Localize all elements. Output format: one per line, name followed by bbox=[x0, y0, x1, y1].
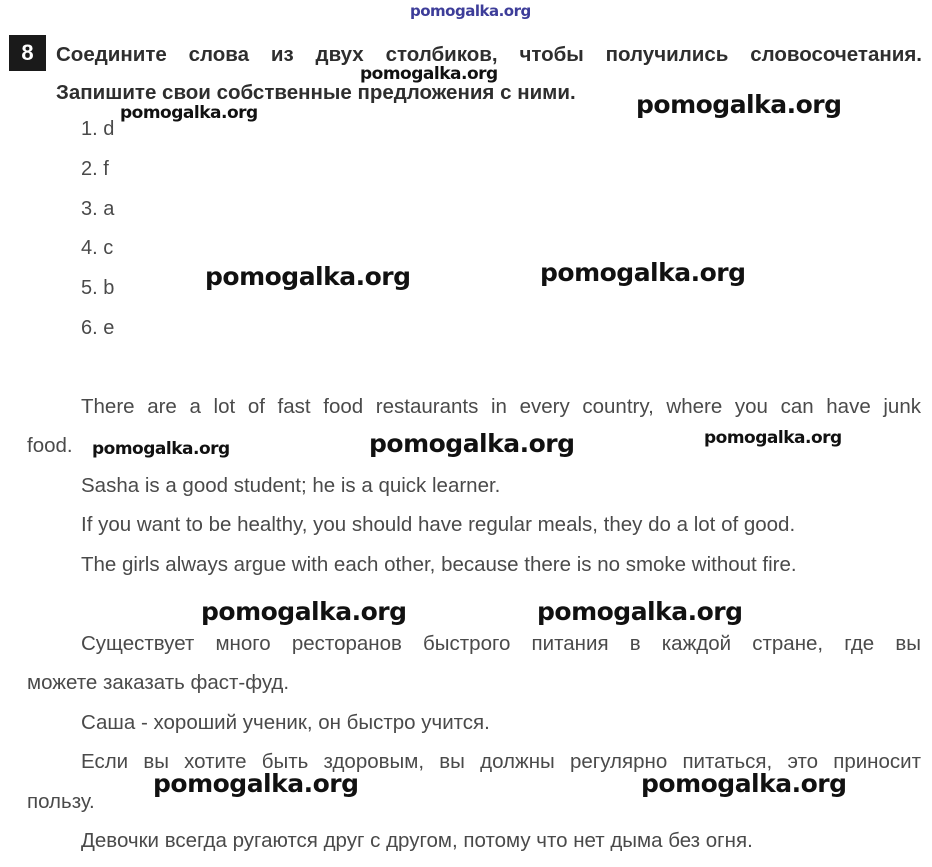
watermark: pomogalka.org bbox=[537, 597, 743, 626]
answer-item: 3. a bbox=[81, 197, 115, 220]
english-sentence-3: If you want to be healthy, you should have regular meals, they do a lot of good. bbox=[81, 513, 796, 537]
english-sentence-2: Sasha is a good student; he is a quick learner. bbox=[81, 473, 501, 497]
english-sentence-1-line-2: food. bbox=[27, 434, 73, 458]
watermark: pomogalka.org bbox=[92, 439, 230, 459]
russian-sentence-4: Девочки всегда ругаются друг с другом, потому что нет дыма без огня. bbox=[81, 828, 753, 852]
exercise-number-badge: 8 bbox=[9, 35, 46, 71]
watermark: pomogalka.org bbox=[120, 103, 258, 123]
instruction-line-2: Запишите свои собственные предложения с ними. bbox=[56, 81, 576, 104]
watermark: pomogalka.org bbox=[369, 429, 575, 458]
watermark: pomogalka.org bbox=[201, 597, 407, 626]
russian-sentences bbox=[27, 631, 921, 867]
answer-item: 2. f bbox=[81, 157, 109, 180]
english-sentences bbox=[27, 394, 921, 591]
instruction-line-1: Соедините слова из двух столбиков, чтобы получились словосочетания. bbox=[56, 43, 922, 66]
answer-item: 5. b bbox=[81, 277, 115, 300]
answer-list bbox=[81, 116, 114, 355]
russian-sentence-1-line-2: можете заказать фаст-фуд. bbox=[27, 671, 290, 695]
russian-sentence-1-line-1: Существует много ресторанов быстрого питания в каждой стране, где вы bbox=[81, 632, 921, 655]
watermark-top: pomogalka.org bbox=[410, 2, 531, 20]
watermark: pomogalka.org bbox=[153, 769, 359, 798]
english-sentence-1-line-1: There are a lot of fast food restaurants in every country, where you can have junk bbox=[81, 395, 921, 418]
watermark: pomogalka.org bbox=[205, 262, 411, 291]
watermark: pomogalka.org bbox=[360, 64, 498, 84]
watermark: pomogalka.org bbox=[704, 428, 842, 448]
russian-sentence-3-line-2: пользу. bbox=[27, 789, 95, 813]
russian-sentence-3-line-1: Если вы хотите быть здоровым, вы должны регулярно питаться, это приносит bbox=[81, 750, 921, 774]
watermark: pomogalka.org bbox=[540, 258, 746, 287]
watermark: pomogalka.org bbox=[641, 769, 847, 798]
answer-item: 1. d bbox=[81, 118, 115, 140]
russian-sentence-2: Саша - хороший ученик, он быстро учится. bbox=[81, 710, 490, 734]
watermark: pomogalka.org bbox=[636, 90, 842, 119]
answer-item: 6. e bbox=[81, 316, 115, 339]
english-sentence-4: The girls always argue with each other, because there is no smoke without fire. bbox=[81, 552, 797, 576]
answer-item: 4. c bbox=[81, 237, 114, 260]
